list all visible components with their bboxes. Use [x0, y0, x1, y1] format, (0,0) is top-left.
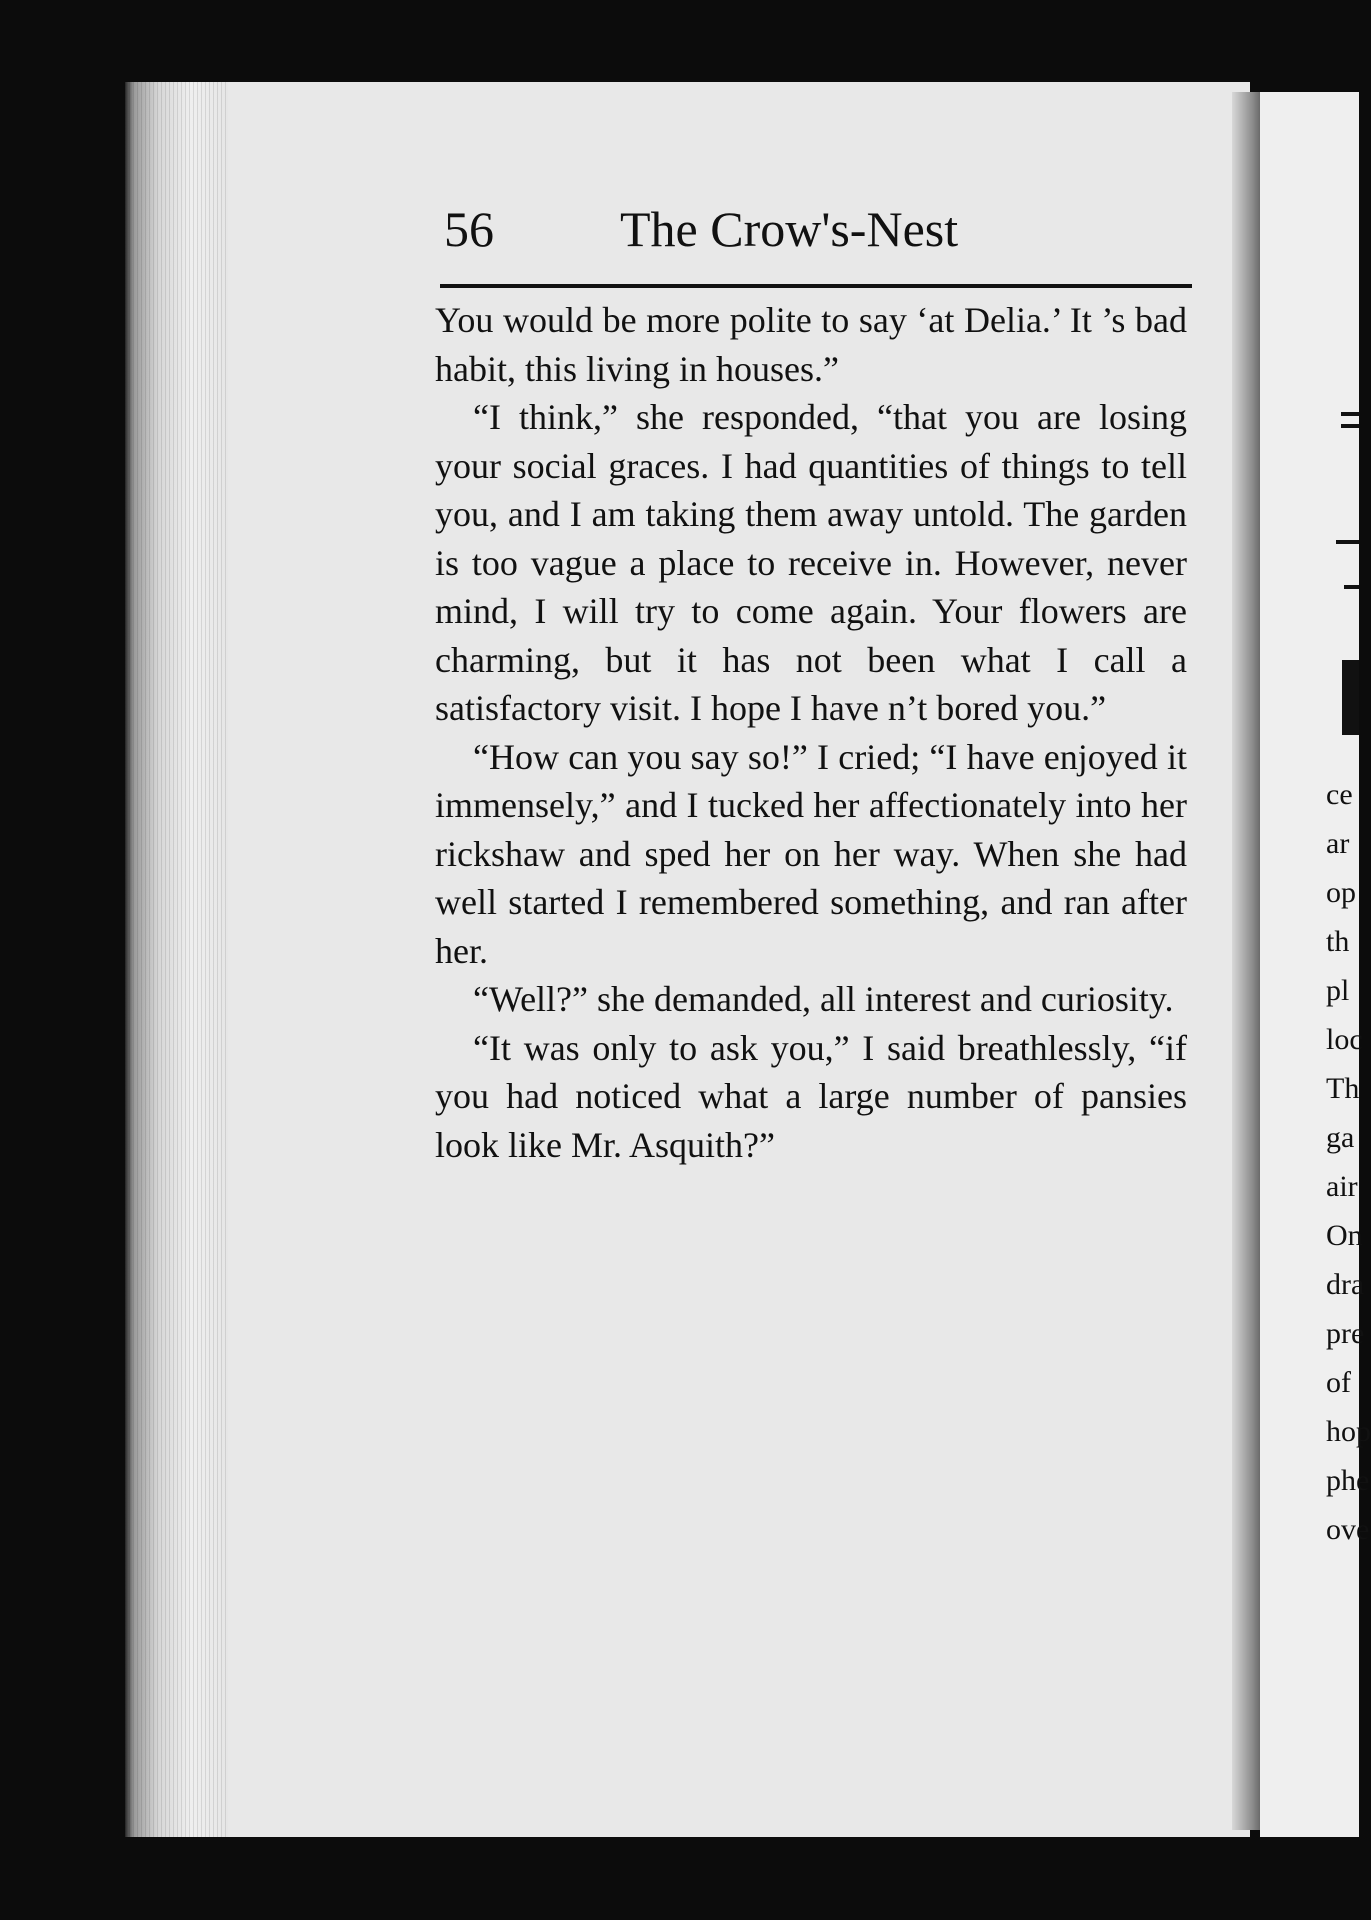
facing-page-mark [1341, 412, 1359, 416]
facing-page-mark [1344, 585, 1359, 589]
page-edge-stack [125, 82, 235, 1837]
facing-page-line: of [1326, 1366, 1351, 1399]
drop-cap-fragment [1342, 660, 1359, 735]
body-text [435, 296, 1187, 1169]
facing-page-line: ar [1326, 827, 1350, 860]
facing-page-line: ga [1326, 1121, 1355, 1154]
facing-page-line: hop [1326, 1415, 1371, 1448]
page-number: 56 [444, 201, 494, 257]
paragraph: “It was only to ask you,” I said breathlessly, “if you had noticed what a large number of pansies look like Mr. Asquith?” [435, 1027, 1187, 1165]
facing-page-line: th [1326, 925, 1350, 958]
running-title: The Crow's-Nest [620, 201, 959, 257]
facing-page-line: pl [1326, 974, 1350, 1007]
facing-page-line: pre [1326, 1317, 1365, 1350]
header-rule [440, 284, 1192, 288]
paragraph: “I think,” she responded, “that you are losing your social graces. I had quantities of things to tell you, and I am taking them away untold. The garden is too vague a place to receive in. However, never mind, I will try to come again. Your flowers are charming, but it has not been what I call a satisfactory visit. I hope I have n’t bored you.” [435, 397, 1187, 728]
facing-page-mark [1336, 540, 1359, 544]
page-header [440, 200, 1192, 260]
facing-page-mark [1341, 424, 1359, 428]
paragraph: “Well?” she demanded, all interest and curiosity. [473, 979, 1174, 1019]
facing-page-line: dra [1326, 1268, 1365, 1301]
facing-page-line: On [1326, 1219, 1363, 1252]
facing-page-line: ce [1326, 778, 1353, 811]
facing-page-line: air [1326, 1170, 1358, 1203]
facing-page-text [1326, 770, 1371, 1554]
paragraph: You would be more polite to say ‘at Delia.’ It ’s bad habit, this living in houses.” [435, 300, 1187, 389]
facing-page-line: phe [1326, 1464, 1370, 1497]
facing-page-line: Th [1326, 1072, 1360, 1105]
facing-page-line: ove [1326, 1513, 1370, 1546]
facing-page-line: loc [1326, 1023, 1363, 1056]
facing-page-line: op [1326, 876, 1356, 909]
paragraph: “How can you say so!” I cried; “I have enjoyed it immensely,” and I tucked her affectionately into her rickshaw and sped her on her way. When she had well started I remembered something, and ran after her. [435, 736, 1187, 971]
